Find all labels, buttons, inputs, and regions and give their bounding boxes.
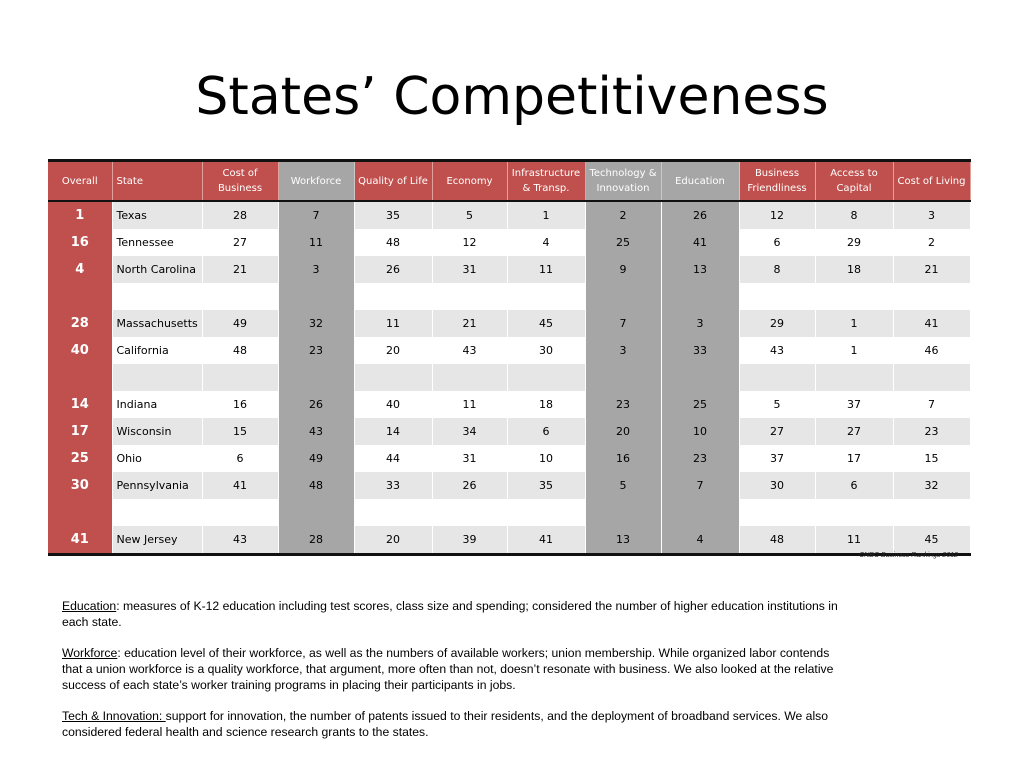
cell-technology: 25	[585, 229, 661, 256]
cell-overall: 25	[48, 445, 112, 472]
cell-cost-of-living: 32	[893, 472, 970, 499]
cell-quality-of-life: 14	[354, 418, 432, 445]
cell-access-to-capital	[815, 364, 893, 391]
cell-infrastructure: 41	[507, 526, 585, 555]
cell-overall	[48, 499, 112, 526]
cell-overall: 40	[48, 337, 112, 364]
table-row	[48, 499, 970, 526]
cell-education: 23	[661, 445, 739, 472]
cell-business-friendliness: 43	[739, 337, 815, 364]
cell-quality-of-life: 40	[354, 391, 432, 418]
cell-business-friendliness	[739, 364, 815, 391]
cell-state: Wisconsin	[112, 418, 202, 445]
cell-infrastructure: 11	[507, 256, 585, 283]
cell-access-to-capital: 8	[815, 201, 893, 229]
cell-workforce: 23	[278, 337, 354, 364]
cell-economy: 34	[432, 418, 507, 445]
cell-state: Texas	[112, 201, 202, 229]
cell-infrastructure	[507, 499, 585, 526]
cell-technology	[585, 499, 661, 526]
cell-overall: 28	[48, 310, 112, 337]
note-tech-term: Tech & Innovation:	[62, 709, 166, 723]
table-row	[48, 445, 970, 472]
cell-economy: 12	[432, 229, 507, 256]
cell-technology: 5	[585, 472, 661, 499]
cell-cost-of-business: 41	[202, 472, 278, 499]
table-row	[48, 256, 970, 283]
table-row	[48, 391, 970, 418]
cell-infrastructure: 35	[507, 472, 585, 499]
rankings-table	[48, 159, 971, 556]
cell-business-friendliness: 29	[739, 310, 815, 337]
cell-state	[112, 499, 202, 526]
cell-access-to-capital: 17	[815, 445, 893, 472]
cell-infrastructure	[507, 364, 585, 391]
header-business-friendliness-line1: Business	[754, 168, 800, 179]
cell-state: Massachusetts	[112, 310, 202, 337]
note-tech-text: support for innovation, the number of patents issued to their residents, and the deployment of broadband services. We also considered federal health and science research grants to the states.	[62, 709, 829, 739]
cell-education: 10	[661, 418, 739, 445]
cell-access-to-capital: 18	[815, 256, 893, 283]
cell-education: 7	[661, 472, 739, 499]
cell-cost-of-business: 27	[202, 229, 278, 256]
cell-access-to-capital	[815, 499, 893, 526]
cell-state	[112, 364, 202, 391]
cell-cost-of-business	[202, 283, 278, 310]
cell-business-friendliness: 12	[739, 201, 815, 229]
note-workforce	[62, 645, 852, 693]
cell-quality-of-life: 44	[354, 445, 432, 472]
cell-access-to-capital: 29	[815, 229, 893, 256]
header-infrastructure	[507, 161, 585, 202]
cell-infrastructure: 18	[507, 391, 585, 418]
cell-technology: 7	[585, 310, 661, 337]
cell-education: 33	[661, 337, 739, 364]
cell-business-friendliness: 6	[739, 229, 815, 256]
header-access-to-capital-line2: Capital	[836, 183, 872, 194]
cell-quality-of-life	[354, 283, 432, 310]
cell-technology: 2	[585, 201, 661, 229]
cell-infrastructure: 10	[507, 445, 585, 472]
cell-overall: 4	[48, 256, 112, 283]
header-access-to-capital	[815, 161, 893, 202]
cell-workforce: 26	[278, 391, 354, 418]
cell-business-friendliness: 48	[739, 526, 815, 555]
table-row	[48, 229, 970, 256]
table-row	[48, 283, 970, 310]
cell-access-to-capital: 1	[815, 310, 893, 337]
cell-economy: 31	[432, 256, 507, 283]
cell-workforce: 49	[278, 445, 354, 472]
cell-technology: 9	[585, 256, 661, 283]
cell-business-friendliness: 37	[739, 445, 815, 472]
cell-technology	[585, 283, 661, 310]
note-education	[62, 598, 852, 630]
table-row	[48, 201, 970, 229]
header-state: State	[112, 161, 202, 202]
cell-workforce	[278, 364, 354, 391]
header-business-friendliness	[739, 161, 815, 202]
cell-overall: 14	[48, 391, 112, 418]
cell-quality-of-life: 35	[354, 201, 432, 229]
note-education-term: Education	[62, 599, 117, 613]
cell-technology: 16	[585, 445, 661, 472]
cell-cost-of-living	[893, 499, 970, 526]
cell-cost-of-business: 48	[202, 337, 278, 364]
cell-cost-of-business: 6	[202, 445, 278, 472]
header-infrastructure-line2: & Transp.	[522, 183, 570, 194]
cell-cost-of-business: 21	[202, 256, 278, 283]
header-workforce: Workforce	[278, 161, 354, 202]
cell-economy: 21	[432, 310, 507, 337]
cell-workforce: 43	[278, 418, 354, 445]
cell-technology: 13	[585, 526, 661, 555]
cell-quality-of-life	[354, 364, 432, 391]
cell-cost-of-business: 28	[202, 201, 278, 229]
table-row	[48, 337, 970, 364]
cell-state: Indiana	[112, 391, 202, 418]
cell-economy	[432, 283, 507, 310]
cell-state	[112, 283, 202, 310]
cell-workforce: 48	[278, 472, 354, 499]
cell-business-friendliness	[739, 283, 815, 310]
cell-cost-of-living	[893, 364, 970, 391]
cell-education	[661, 364, 739, 391]
cell-quality-of-life: 20	[354, 337, 432, 364]
cell-economy: 11	[432, 391, 507, 418]
cell-workforce: 7	[278, 201, 354, 229]
cell-workforce: 3	[278, 256, 354, 283]
cell-cost-of-living: 46	[893, 337, 970, 364]
cell-overall: 17	[48, 418, 112, 445]
cell-education: 13	[661, 256, 739, 283]
cell-quality-of-life: 11	[354, 310, 432, 337]
cell-education	[661, 499, 739, 526]
cell-technology: 20	[585, 418, 661, 445]
cell-cost-of-living: 7	[893, 391, 970, 418]
cell-workforce: 11	[278, 229, 354, 256]
cell-cost-of-living: 3	[893, 201, 970, 229]
cell-economy	[432, 364, 507, 391]
cell-state: Ohio	[112, 445, 202, 472]
cell-cost-of-living: 45	[893, 526, 970, 555]
cell-economy: 39	[432, 526, 507, 555]
cell-cost-of-living: 15	[893, 445, 970, 472]
cell-education: 3	[661, 310, 739, 337]
cell-access-to-capital: 11	[815, 526, 893, 555]
cell-infrastructure: 1	[507, 201, 585, 229]
cell-business-friendliness: 5	[739, 391, 815, 418]
cell-access-to-capital: 6	[815, 472, 893, 499]
header-technology-line2: Innovation	[596, 183, 650, 194]
cell-business-friendliness: 8	[739, 256, 815, 283]
cell-quality-of-life: 20	[354, 526, 432, 555]
note-workforce-term: Workforce	[62, 646, 118, 660]
header-quality-of-life: Quality of Life	[354, 161, 432, 202]
cell-technology	[585, 364, 661, 391]
table-header-row	[48, 161, 970, 202]
cell-cost-of-living: 2	[893, 229, 970, 256]
cell-access-to-capital: 1	[815, 337, 893, 364]
cell-technology: 3	[585, 337, 661, 364]
header-economy: Economy	[432, 161, 507, 202]
cell-economy: 5	[432, 201, 507, 229]
cell-access-to-capital: 37	[815, 391, 893, 418]
cell-cost-of-business	[202, 364, 278, 391]
cell-state: North Carolina	[112, 256, 202, 283]
header-cost-of-living: Cost of Living	[893, 161, 970, 202]
cell-economy: 43	[432, 337, 507, 364]
cell-economy: 26	[432, 472, 507, 499]
cell-infrastructure: 30	[507, 337, 585, 364]
cell-overall: 41	[48, 526, 112, 555]
cell-education: 4	[661, 526, 739, 555]
cell-infrastructure: 4	[507, 229, 585, 256]
cell-overall	[48, 283, 112, 310]
cell-education: 41	[661, 229, 739, 256]
header-overall: Overall	[48, 161, 112, 202]
note-education-text: : measures of K-12 education including test scores, class size and spending; considered the number of higher education institutions in each state.	[62, 599, 838, 629]
cell-quality-of-life: 48	[354, 229, 432, 256]
cell-cost-of-living: 41	[893, 310, 970, 337]
cell-education	[661, 283, 739, 310]
cell-economy: 31	[432, 445, 507, 472]
table-body	[48, 201, 970, 555]
note-workforce-text: : education level of their workforce, as well as the numbers of available workers; union membership. While organized labor contends that a union workforce is a quality workforce, that argument, more often than not, doesn’t resonate with business. We also looked at the relative success of each state’s worker training programs in placing their participants in jobs.	[62, 646, 834, 692]
rankings-table-container	[48, 159, 970, 556]
header-access-to-capital-line1: Access to	[830, 168, 878, 179]
cell-education: 26	[661, 201, 739, 229]
cell-education: 25	[661, 391, 739, 418]
cell-cost-of-business: 49	[202, 310, 278, 337]
cell-overall: 16	[48, 229, 112, 256]
cell-workforce	[278, 499, 354, 526]
header-cost-of-business-line2: Business	[217, 183, 263, 194]
cell-workforce: 28	[278, 526, 354, 555]
header-technology	[585, 161, 661, 202]
cell-cost-of-living: 23	[893, 418, 970, 445]
cell-state: California	[112, 337, 202, 364]
cell-overall	[48, 364, 112, 391]
cell-cost-of-business: 16	[202, 391, 278, 418]
cell-overall: 30	[48, 472, 112, 499]
cell-infrastructure: 6	[507, 418, 585, 445]
slide-title: States’ Competitiveness	[195, 67, 829, 127]
table-row	[48, 418, 970, 445]
cell-cost-of-business	[202, 499, 278, 526]
cell-quality-of-life: 26	[354, 256, 432, 283]
note-tech-innovation	[62, 708, 852, 740]
cell-infrastructure: 45	[507, 310, 585, 337]
header-business-friendliness-line2: Friendliness	[747, 183, 807, 194]
cell-business-friendliness	[739, 499, 815, 526]
cell-economy	[432, 499, 507, 526]
cell-technology: 23	[585, 391, 661, 418]
cell-cost-of-living: 21	[893, 256, 970, 283]
cell-overall: 1	[48, 201, 112, 229]
header-infrastructure-line1: Infrastructure	[511, 168, 581, 179]
cell-quality-of-life: 33	[354, 472, 432, 499]
cell-state: Tennessee	[112, 229, 202, 256]
cell-business-friendliness: 27	[739, 418, 815, 445]
cell-quality-of-life	[354, 499, 432, 526]
cell-state: New Jersey	[112, 526, 202, 555]
table-row	[48, 310, 970, 337]
cell-access-to-capital	[815, 283, 893, 310]
table-row	[48, 364, 970, 391]
notes-section	[62, 598, 852, 755]
cell-cost-of-living	[893, 283, 970, 310]
cell-workforce: 32	[278, 310, 354, 337]
header-cost-of-business	[202, 161, 278, 202]
cell-cost-of-business: 15	[202, 418, 278, 445]
cell-business-friendliness: 30	[739, 472, 815, 499]
cell-state: Pennsylvania	[112, 472, 202, 499]
cell-cost-of-business: 43	[202, 526, 278, 555]
table-row	[48, 472, 970, 499]
cell-access-to-capital: 27	[815, 418, 893, 445]
header-education: Education	[661, 161, 739, 202]
header-cost-of-business-line1: Cost of	[222, 168, 258, 179]
cell-workforce	[278, 283, 354, 310]
source-citation: CNBC Business Rankings 2012	[859, 552, 958, 559]
header-technology-line1: Technology &	[589, 168, 657, 179]
cell-infrastructure	[507, 283, 585, 310]
table-row	[48, 526, 970, 555]
